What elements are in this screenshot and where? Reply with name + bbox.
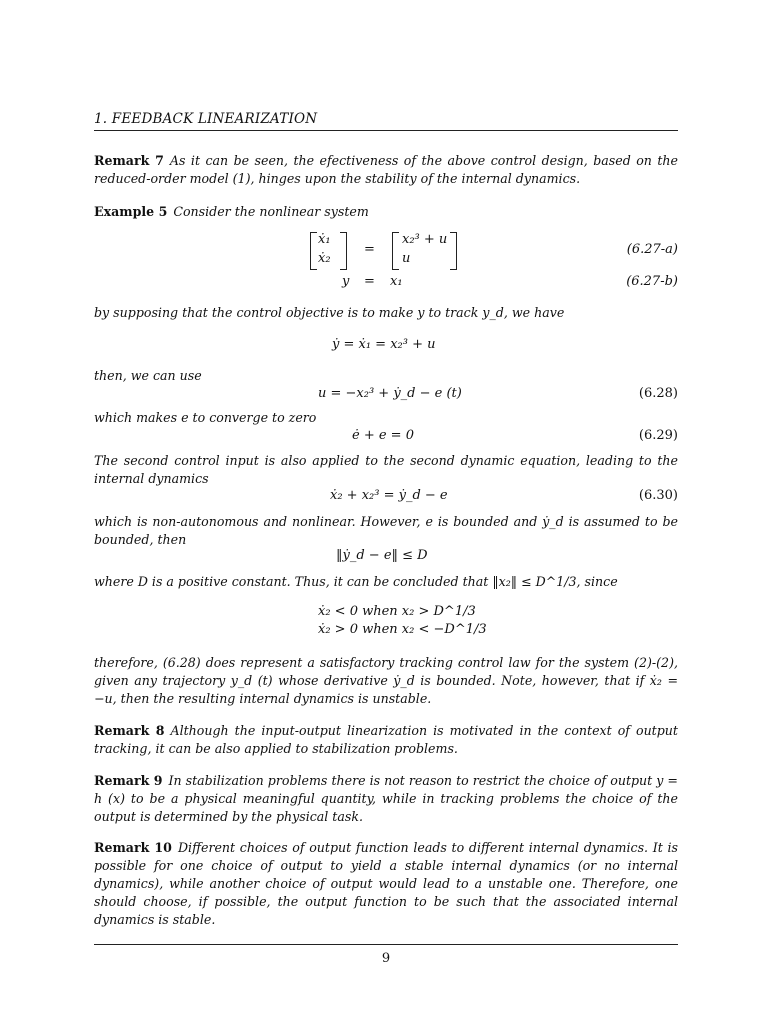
matrix-equals: = <box>364 242 375 257</box>
equation-since-2: ẋ₂ > 0 when x₂ < −D^1/3 <box>318 622 487 637</box>
equation-6-29: ė + e = 0 <box>352 428 414 443</box>
left-bracket-lhs <box>310 232 317 270</box>
eq-number-6-30: (6.30) <box>638 488 678 503</box>
running-header: 1. FEEDBACK LINEARIZATION <box>94 111 318 127</box>
paragraph-where: where D is a positive constant. Thus, it can be concluded that ‖x₂‖ ≤ D^1/3, since <box>94 574 618 589</box>
right-bracket-rhs <box>450 232 457 270</box>
remark-10-text: Different choices of output function leads to different internal dynamics. It is possible for one choice of output to yield a stable internal dynamics (or no internal dynamics), while another choice of output would lead to a unstable one. Therefore, one should choose, if possible, the output function to be such that the associated internal dynamics is stable. <box>94 840 678 927</box>
remark-10 <box>94 839 678 929</box>
remark-9-text: In stabilization problems there is not reason to restrict the choice of output y = h (x) to be a physical meaningful quantity, while in tracking problems the choice of the output is determined by the physical task. <box>94 773 678 824</box>
left-bracket-rhs <box>392 232 399 270</box>
remark-9 <box>94 772 678 826</box>
header-rule <box>94 130 678 131</box>
lhs-top: ẋ₁ <box>318 232 331 247</box>
paragraph-makes: which makes e to converge to zero <box>94 410 317 425</box>
remark-7-text: As it can be seen, the efectiveness of the above control design, based on the reduced-order model (1), hinges upon the stability of the internal dynamics. <box>94 153 678 186</box>
output-equals: = <box>364 274 375 289</box>
example-5 <box>94 203 678 221</box>
lhs-bottom: ẋ₂ <box>318 251 331 266</box>
remark-10-label: Remark 10 <box>94 840 172 855</box>
equation-6-28: u = −x₂³ + ẏ_d − e (t) <box>318 386 462 401</box>
document-page <box>94 0 678 1024</box>
paragraph-second-input: The second control input is also applied to the second dynamic equation, leading to the internal dynamics <box>94 453 678 486</box>
remark-8-text: Although the input-output linearization is motivated in the context of output tracking, it can be also applied to stabilization problems. <box>94 723 678 756</box>
equation-6-30: ẋ₂ + x₂³ = ẏ_d − e <box>330 488 448 503</box>
equation-bound: ‖ẏ_d − e‖ ≤ D <box>336 548 428 563</box>
paragraph-nonautonomous: which is non-autonomous and nonlinear. However, e is bounded and ẏ_d is assumed to be bounded, then <box>94 514 678 547</box>
paragraph-then: then, we can use <box>94 368 202 383</box>
rhs-top: x₂³ + u <box>402 232 448 247</box>
remark-7 <box>94 152 678 188</box>
eq-number-6-27b: (6.27-b) <box>626 274 678 289</box>
remark-8 <box>94 722 678 758</box>
output-lhs: y <box>342 274 350 289</box>
rhs-bottom: u <box>402 251 411 266</box>
eq-number-6-29: (6.29) <box>638 428 678 443</box>
paragraph-track: by supposing that the control objective is to make y to track y_d, we have <box>94 305 565 320</box>
equation-since-1: ẋ₂ < 0 when x₂ > D^1/3 <box>318 604 476 619</box>
example-5-text: Consider the nonlinear system <box>173 204 369 219</box>
page-number: 9 <box>381 951 391 966</box>
remark-9-label: Remark 9 <box>94 773 163 788</box>
right-bracket-lhs <box>340 232 347 270</box>
remark-8-label: Remark 8 <box>94 723 165 738</box>
eq-number-6-28: (6.28) <box>638 386 678 401</box>
eq-number-6-27a: (6.27-a) <box>626 242 678 257</box>
footer-rule <box>94 944 678 945</box>
remark-7-label: Remark 7 <box>94 153 164 168</box>
output-rhs: x₁ <box>390 274 403 289</box>
example-5-label: Example 5 <box>94 204 168 219</box>
paragraph-therefore: therefore, (6.28) does represent a satisfactory tracking control law for the system (2)-(2), given any trajectory y_d (t) whose derivative ẏ_d is bounded. Note, however, that if ẋ₂ = −u, then the resulting internal dynamics is unstable. <box>94 655 678 706</box>
equation-ydot: ẏ = ẋ₁ = x₂³ + u <box>332 337 436 352</box>
